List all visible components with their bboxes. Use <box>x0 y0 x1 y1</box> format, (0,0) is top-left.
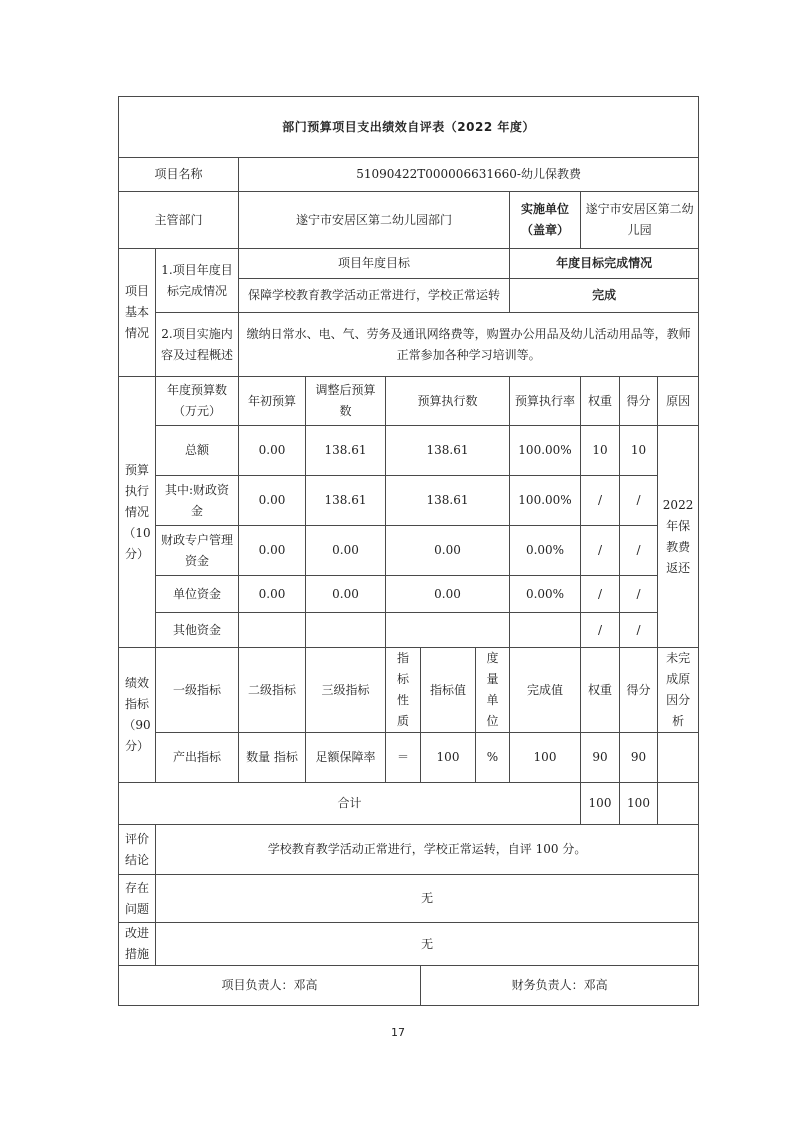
perf-row <box>119 733 699 783</box>
perf-header: 三级指标 <box>306 648 386 733</box>
perf-level1: 产出指标 <box>156 733 239 783</box>
goal-col-header: 项目年度目标 <box>239 249 510 279</box>
budget-adjusted: 138.61 <box>306 476 386 526</box>
total-blank <box>658 783 699 825</box>
budget-executed: 0.00 <box>386 526 510 576</box>
impl-unit-value: 遂宁市安居区第二幼儿园 <box>581 192 699 249</box>
perf-nature: ＝ <box>386 733 421 783</box>
performance-section-label: 绩效指标（90分） <box>119 648 156 783</box>
perf-header: 得分 <box>620 648 658 733</box>
perf-level2: 数量 指标 <box>239 733 306 783</box>
budget-weight: / <box>581 476 620 526</box>
budget-header: 调整后预算数 <box>306 377 386 426</box>
impl-unit-label: 实施单位（盖章） <box>510 192 581 249</box>
budget-score: / <box>620 526 658 576</box>
perf-target: 100 <box>421 733 476 783</box>
budget-header: 权重 <box>581 377 620 426</box>
budget-section-label: 预算执行情况（10分） <box>119 377 156 648</box>
total-weight: 100 <box>581 783 620 825</box>
budget-executed: 138.61 <box>386 476 510 526</box>
done-col-header: 年度目标完成情况 <box>510 249 699 279</box>
goal-label: 1.项目年度目标完成情况 <box>156 249 239 313</box>
project-lead: 项目负责人：邓高 <box>119 966 421 1006</box>
budget-rate: 0.00% <box>510 576 581 613</box>
budget-row-name: 财政专户管理资金 <box>156 526 239 576</box>
improvements-label: 改进措施 <box>119 923 156 966</box>
budget-weight: / <box>581 526 620 576</box>
budget-row <box>119 426 699 476</box>
perf-header: 指标性质 <box>386 648 421 733</box>
budget-adjusted <box>306 613 386 648</box>
budget-adjusted: 0.00 <box>306 526 386 576</box>
department-label: 主管部门 <box>119 192 239 249</box>
budget-initial: 0.00 <box>239 526 306 576</box>
budget-initial: 0.00 <box>239 476 306 526</box>
budget-score: / <box>620 576 658 613</box>
budget-header: 年度预算数（万元） <box>156 377 239 426</box>
conclusion-value: 学校教育教学活动正常进行，学校正常运转，自评 100 分。 <box>156 825 699 875</box>
perf-score: 90 <box>620 733 658 783</box>
budget-score: / <box>620 476 658 526</box>
perf-weight: 90 <box>581 733 620 783</box>
budget-executed: 0.00 <box>386 576 510 613</box>
perf-reason <box>658 733 699 783</box>
budget-row <box>119 476 699 526</box>
budget-score: 10 <box>620 426 658 476</box>
budget-reason: 2022年保教费返还 <box>658 426 699 648</box>
budget-header: 年初预算 <box>239 377 306 426</box>
budget-executed: 138.61 <box>386 426 510 476</box>
budget-rate <box>510 613 581 648</box>
conclusion-label: 评价结论 <box>119 825 156 875</box>
self-evaluation-form <box>118 96 699 1006</box>
issues-label: 存在问题 <box>119 875 156 923</box>
budget-rate: 100.00% <box>510 476 581 526</box>
total-score: 100 <box>620 783 658 825</box>
perf-header: 度量单位 <box>476 648 510 733</box>
impl-content-label: 2.项目实施内容及过程概述 <box>156 313 239 377</box>
issues-value: 无 <box>156 875 699 923</box>
perf-unit: % <box>476 733 510 783</box>
budget-row <box>119 613 699 648</box>
perf-header: 指标值 <box>421 648 476 733</box>
budget-row <box>119 576 699 613</box>
budget-row-name: 其他资金 <box>156 613 239 648</box>
budget-header: 预算执行数 <box>386 377 510 426</box>
budget-row <box>119 526 699 576</box>
budget-weight: 10 <box>581 426 620 476</box>
budget-row-name: 总额 <box>156 426 239 476</box>
perf-actual: 100 <box>510 733 581 783</box>
perf-header: 权重 <box>581 648 620 733</box>
budget-initial: 0.00 <box>239 576 306 613</box>
basic-info-label: 项目基本情况 <box>119 249 156 377</box>
impl-content-text: 缴纳日常水、电、气、劳务及通讯网络费等，购置办公用品及幼儿活动用品等，教师正常参加各种学习培训等。 <box>239 313 699 377</box>
budget-executed <box>386 613 510 648</box>
department-value: 遂宁市安居区第二幼儿园部门 <box>239 192 510 249</box>
goal-text: 保障学校教育教学活动正常进行，学校正常运转 <box>239 279 510 313</box>
page-number: 17 <box>391 1026 405 1039</box>
budget-header: 得分 <box>620 377 658 426</box>
form-title: 部门预算项目支出绩效自评表（2022 年度） <box>119 97 699 158</box>
budget-adjusted: 0.00 <box>306 576 386 613</box>
budget-header: 原因 <box>658 377 699 426</box>
project-name-label: 项目名称 <box>119 158 239 192</box>
perf-header: 二级指标 <box>239 648 306 733</box>
finance-lead: 财务负责人：邓高 <box>421 966 699 1006</box>
budget-score: / <box>620 613 658 648</box>
improvements-value: 无 <box>156 923 699 966</box>
budget-rate: 0.00% <box>510 526 581 576</box>
perf-header: 未完成原因分析 <box>658 648 699 733</box>
budget-header: 预算执行率 <box>510 377 581 426</box>
perf-level3: 足额保障率 <box>306 733 386 783</box>
budget-initial <box>239 613 306 648</box>
budget-initial: 0.00 <box>239 426 306 476</box>
budget-weight: / <box>581 613 620 648</box>
budget-row-name: 单位资金 <box>156 576 239 613</box>
perf-header: 一级指标 <box>156 648 239 733</box>
perf-header: 完成值 <box>510 648 581 733</box>
done-text: 完成 <box>510 279 699 313</box>
budget-adjusted: 138.61 <box>306 426 386 476</box>
budget-weight: / <box>581 576 620 613</box>
total-label: 合计 <box>119 783 581 825</box>
project-name-value: 51090422T000006631660-幼儿保教费 <box>239 158 699 192</box>
budget-row-name: 其中:财政资金 <box>156 476 239 526</box>
budget-rate: 100.00% <box>510 426 581 476</box>
